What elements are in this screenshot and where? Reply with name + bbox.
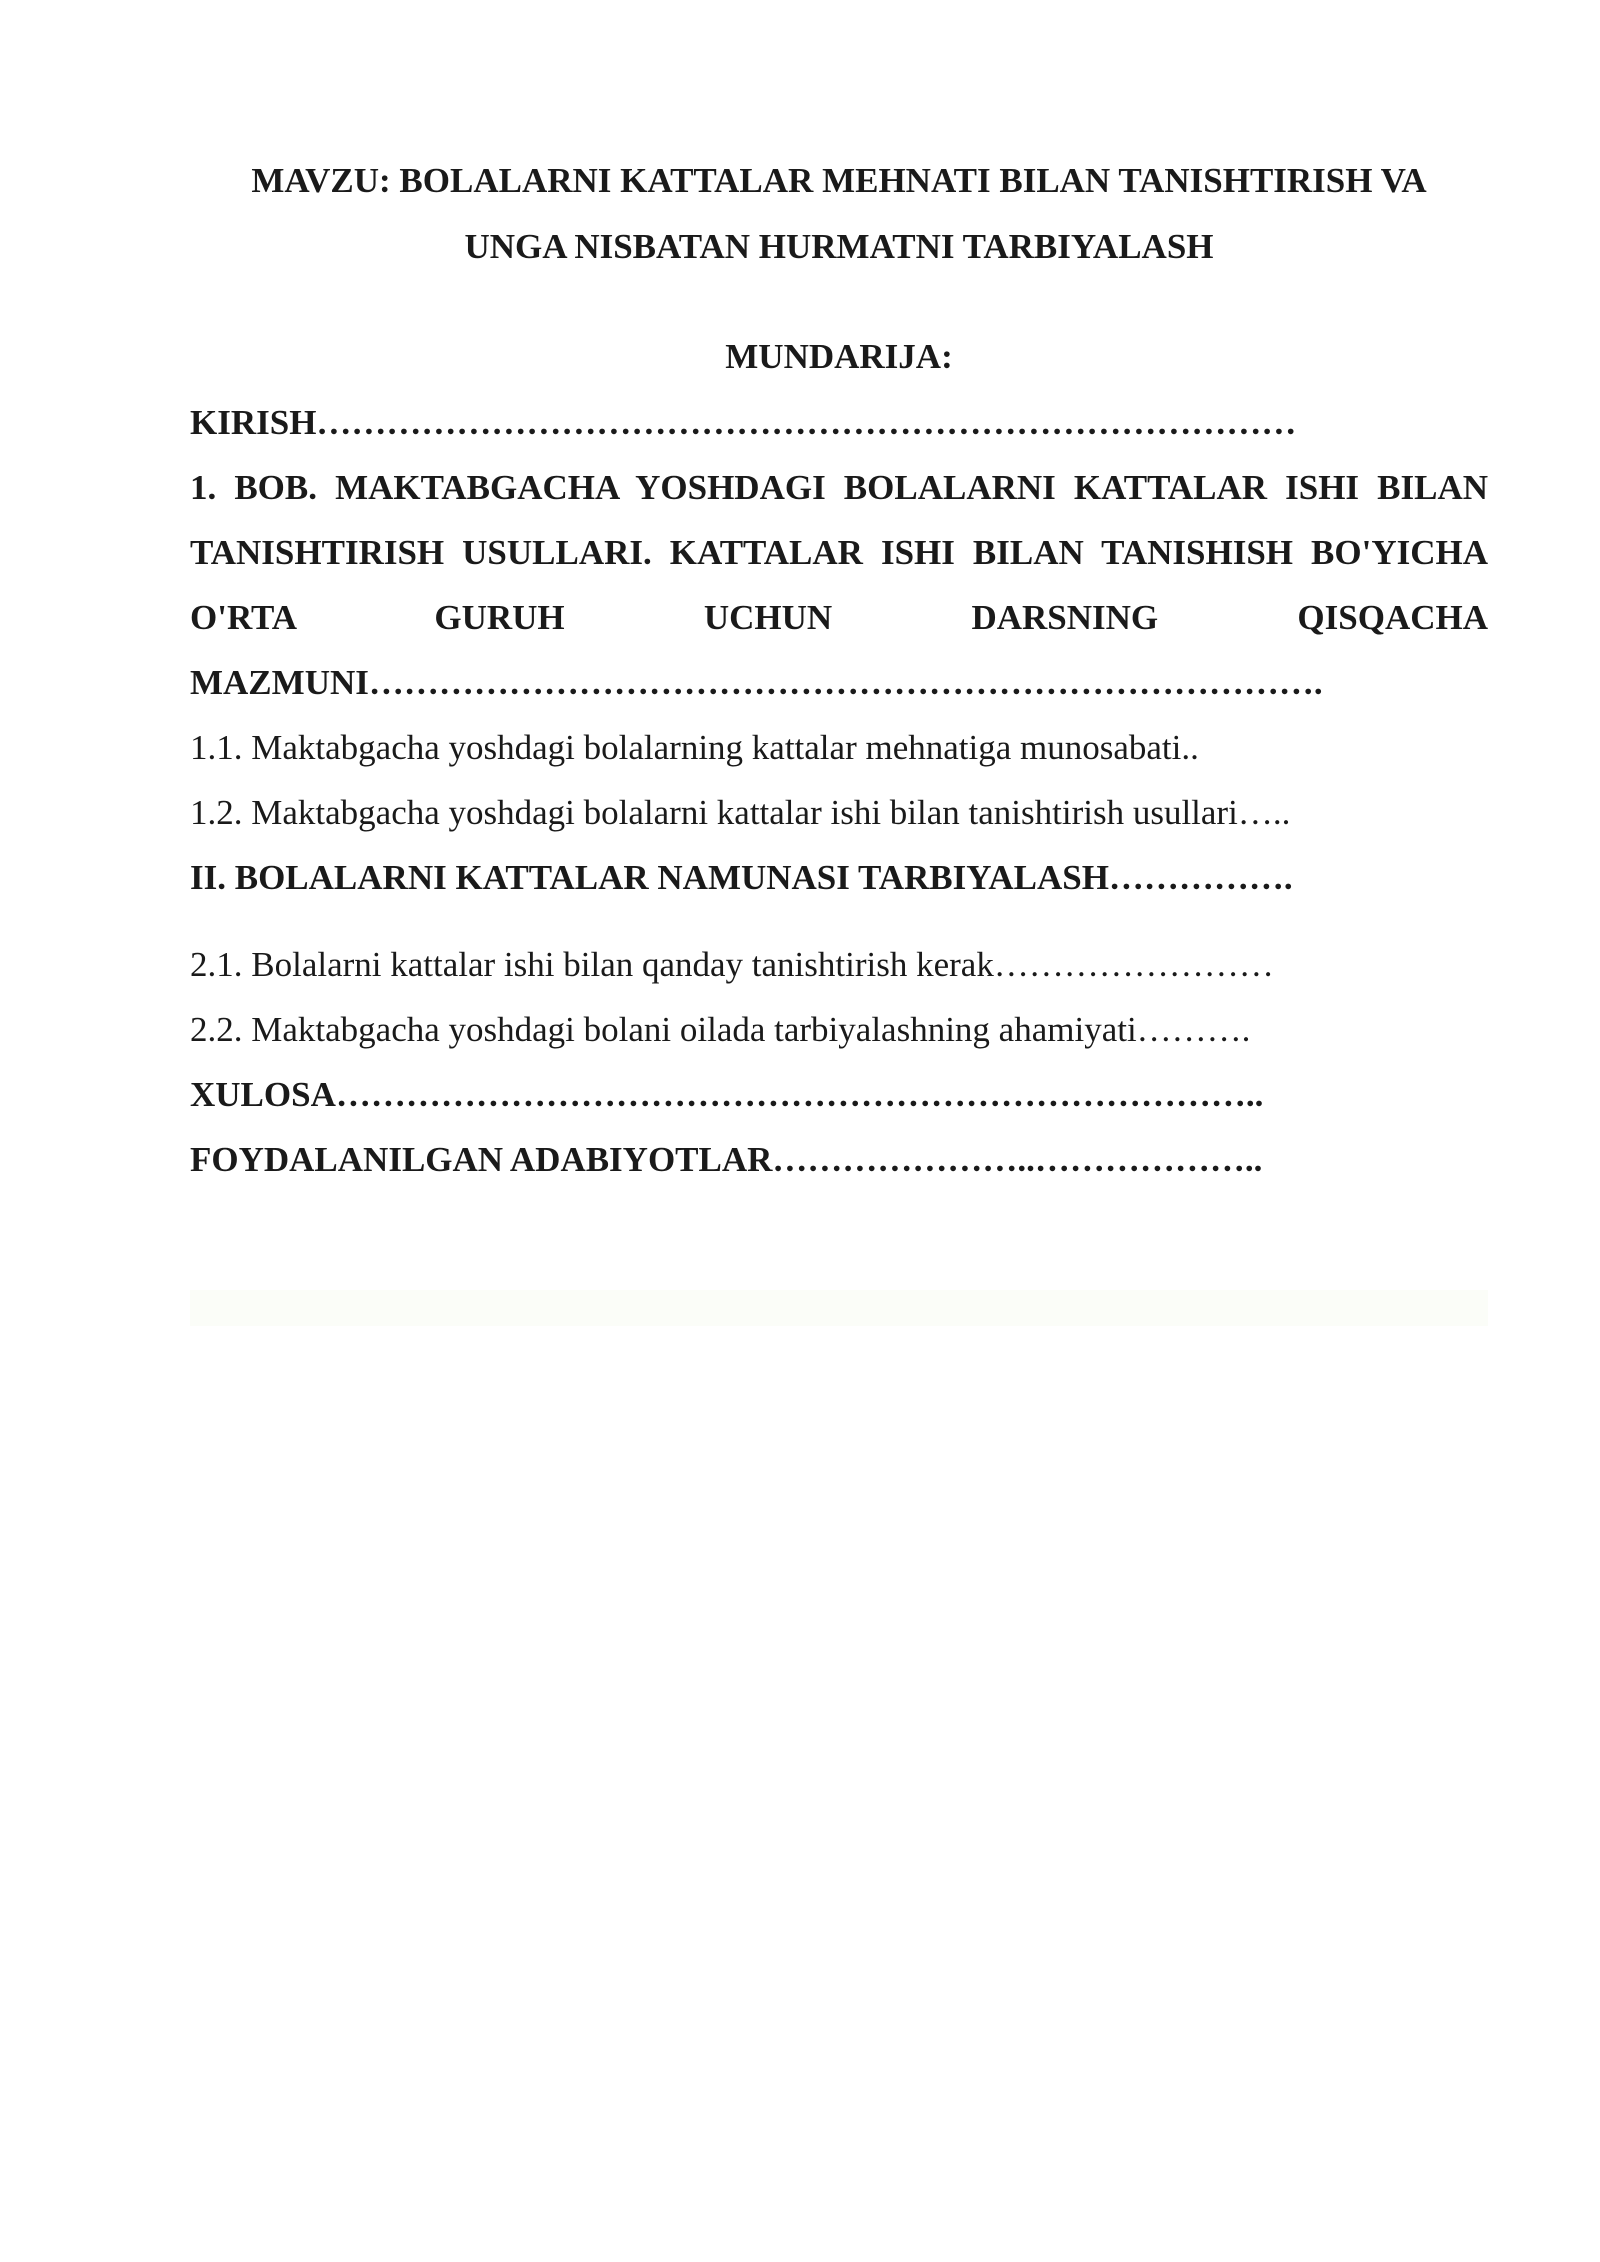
contents-heading: MUNDARIJA: xyxy=(725,337,953,376)
table-of-contents xyxy=(190,390,1488,1192)
toc-entry-conclusion: XULOSA…………………………………………………………………….. xyxy=(190,1075,1264,1114)
toc-entry-section-2-1: 2.1. Bolalarni kattalar ishi bilan qanday tanishtirish kerak…………………… xyxy=(190,945,1274,984)
toc-entry-intro: KIRISH………………………………………………………………………… xyxy=(190,403,1297,442)
toc-entry-section-1-2: 1.2. Maktabgacha yoshdagi bolalarni kattalar ishi bilan tanishtirish usullari….. xyxy=(190,793,1291,832)
toc-entry-section-2-2: 2.2. Maktabgacha yoshdagi bolani oilada tarbiyalashning ahamiyati………. xyxy=(190,1010,1251,1049)
toc-entry-chapter-2: II. BOLALARNI KATTALAR NAMUNASI TARBIYALASH……………. xyxy=(190,858,1293,897)
document-page xyxy=(190,148,1488,1192)
faint-highlight-band xyxy=(190,1290,1488,1326)
toc-entry-chapter-1: 1. BOB. MAKTABGACHA YOSHDAGI BOLALARNI KATTALAR ISHI BILAN TANISHTIRISH USULLARI. KATTALAR ISHI BILAN TANISHISH BO'YICHA O'RTA GURUH UCHUN DARSNING QISQACHA MAZMUNI………………………………………………………………………. xyxy=(190,468,1488,702)
document-title-line-2: UNGA NISBATAN HURMATNI TARBIYALASH xyxy=(464,227,1214,266)
toc-entry-section-1-1: 1.1. Maktabgacha yoshdagi bolalarning kattalar mehnatiga munosabati.. xyxy=(190,728,1199,767)
document-title-line-1: MAVZU: BOLALARNI KATTALAR MEHNATI BILAN TANISHTIRISH VA xyxy=(251,161,1427,200)
toc-entry-references: FOYDALANILGAN ADABIYOTLAR…………………..……………….. xyxy=(190,1140,1263,1179)
